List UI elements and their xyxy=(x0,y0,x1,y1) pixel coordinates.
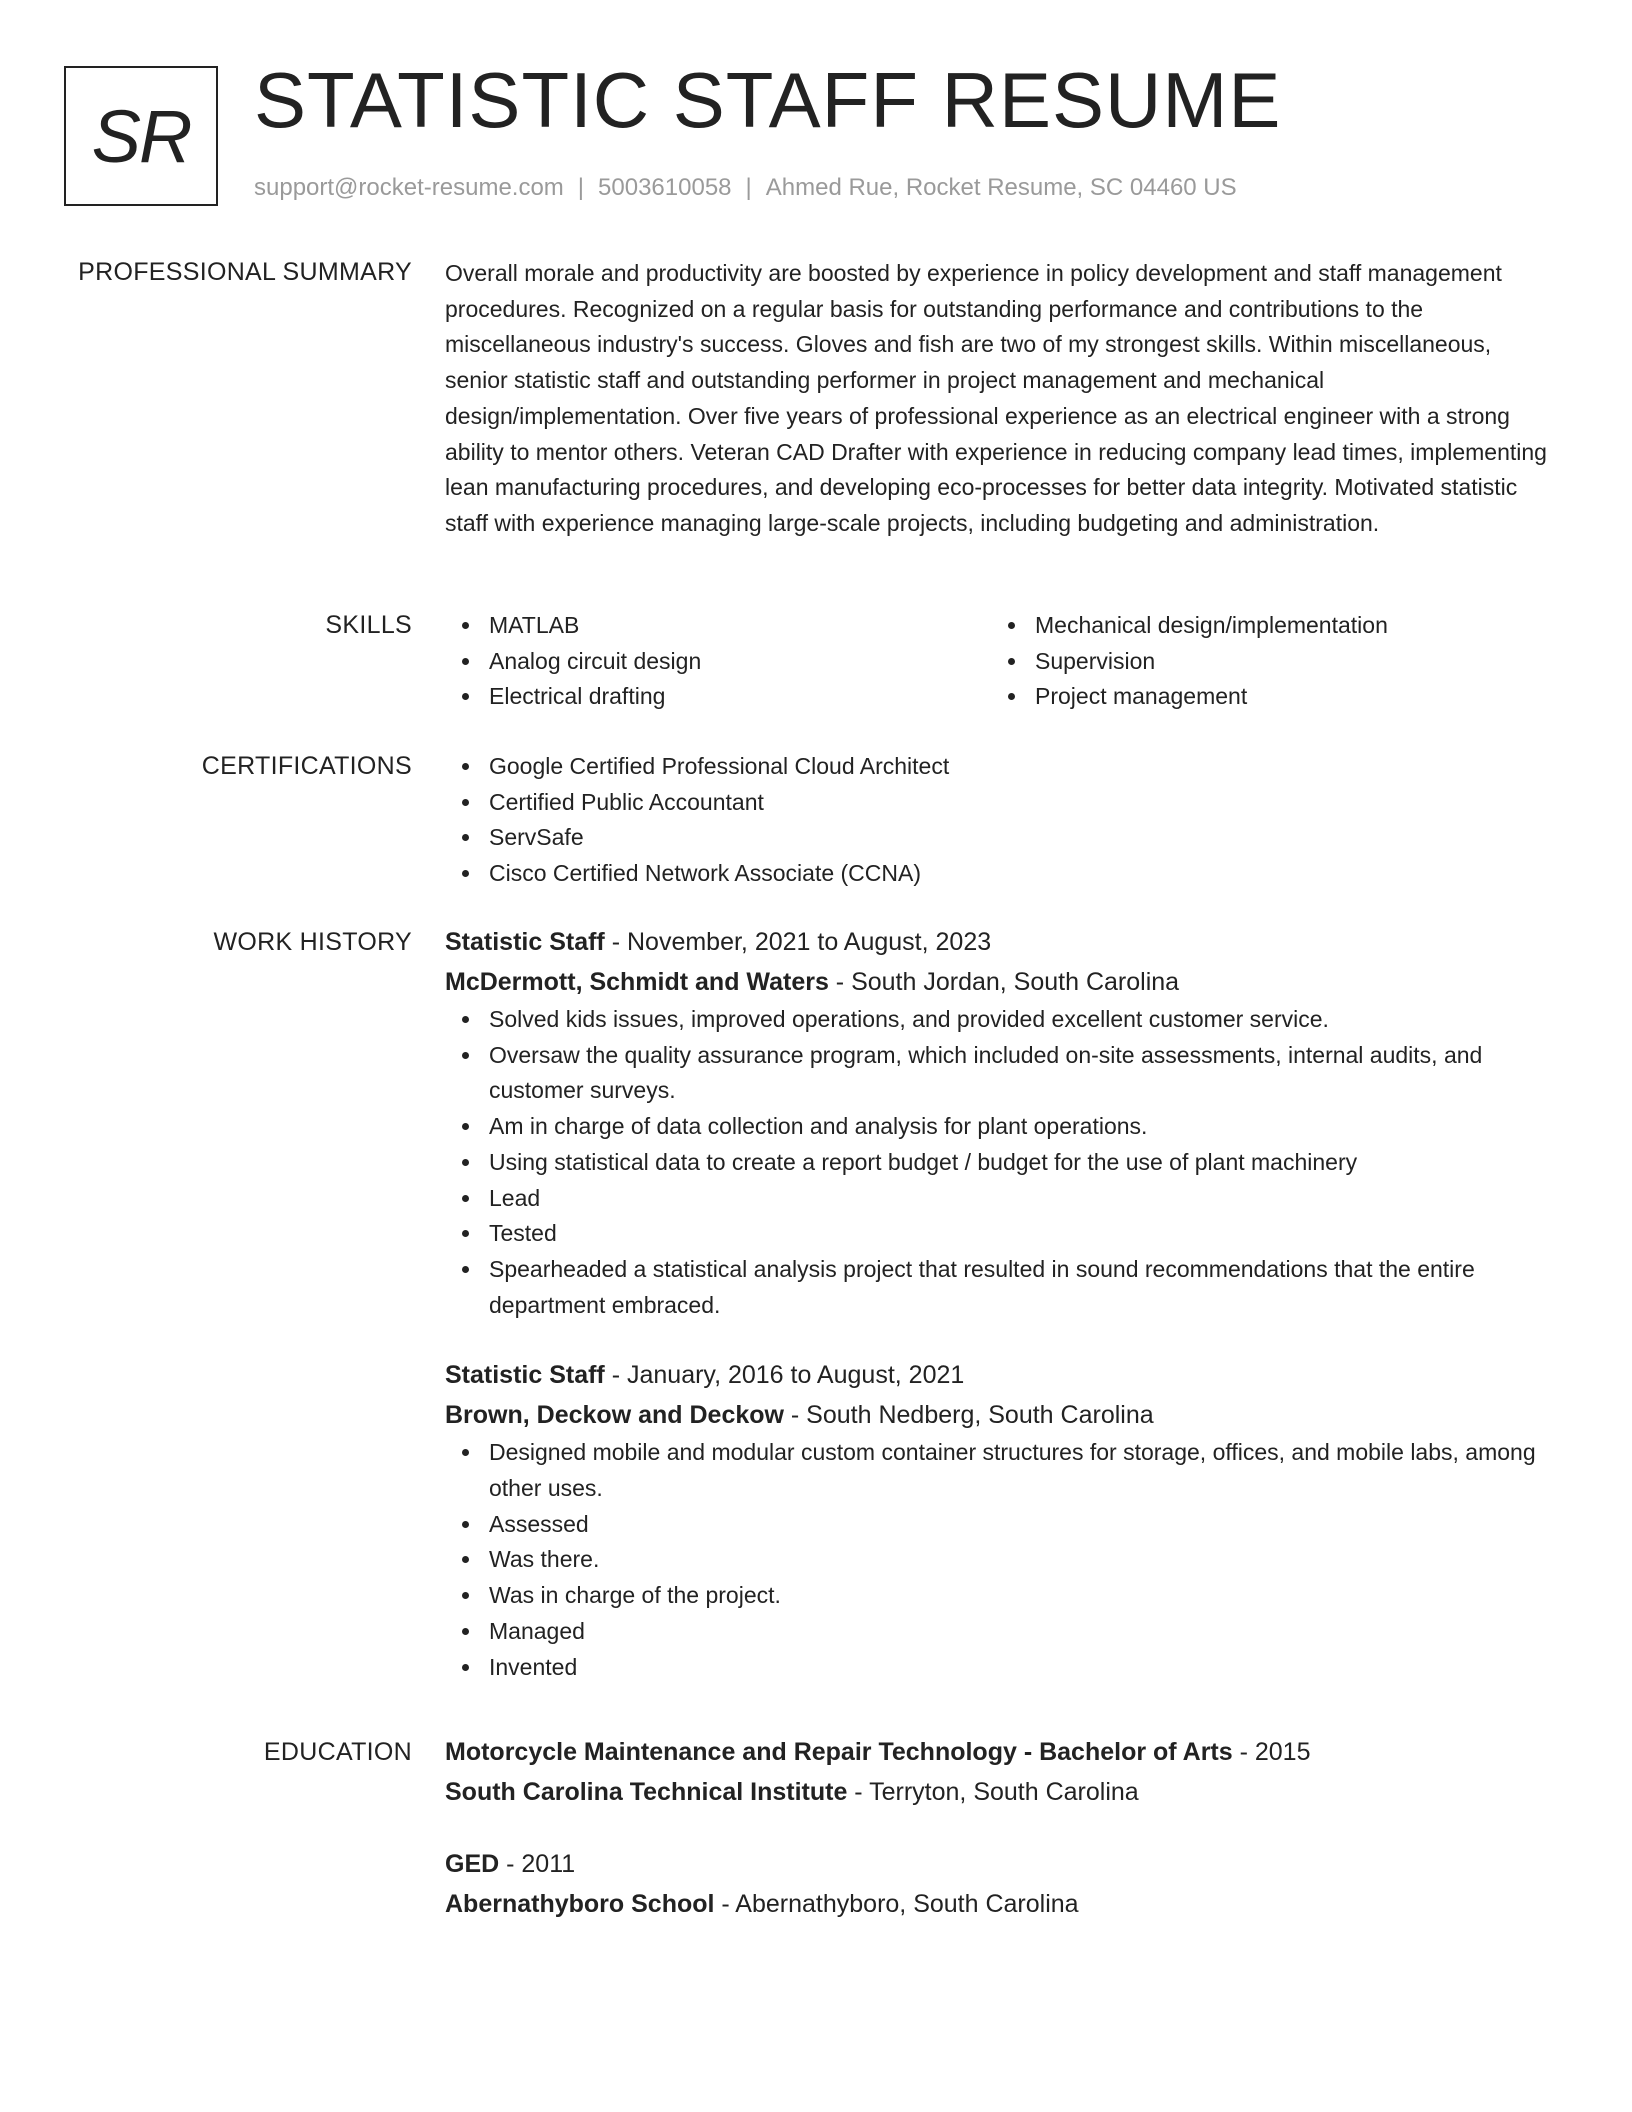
list-item: MATLAB xyxy=(445,608,991,644)
skills-body xyxy=(445,608,1560,715)
list-item: Assessed xyxy=(445,1507,1560,1543)
education-degree: GED xyxy=(445,1850,500,1878)
job-title-line xyxy=(445,922,1560,962)
list-item: Cisco Certified Network Associate (CCNA) xyxy=(445,856,1560,892)
list-item: Was in charge of the project. xyxy=(445,1578,1560,1614)
job-entry xyxy=(445,922,1560,1323)
job-location: - South Nedberg, South Carolina xyxy=(783,1401,1154,1430)
job-company-line xyxy=(445,962,1560,1002)
list-item: Lead xyxy=(445,1181,1560,1217)
list-item: Oversaw the quality assurance program, which included on-site assessments, internal audits, and customer surveys. xyxy=(445,1038,1560,1109)
education-school-line xyxy=(445,1772,1560,1812)
education-school: Abernathyboro School xyxy=(445,1890,715,1918)
job-dates: - January, 2016 to August, 2021 xyxy=(604,1361,965,1390)
education-entry xyxy=(445,1844,1560,1924)
list-item: Invented xyxy=(445,1650,1560,1686)
section-label-education: EDUCATION xyxy=(263,1738,412,1766)
list-item: Using statistical data to create a report budget / budget for the use of plant machinery xyxy=(445,1145,1560,1181)
list-item: Spearheaded a statistical analysis project that resulted in sound recommendations that the entire department embraced. xyxy=(445,1252,1560,1323)
education-degree-line xyxy=(445,1732,1560,1772)
job-company: McDermott, Schmidt and Waters xyxy=(445,968,829,996)
section-label-work-history: WORK HISTORY xyxy=(213,928,412,956)
education-body xyxy=(445,1732,1560,1924)
list-item: Designed mobile and modular custom container structures for storage, offices, and mobile labs, among other uses. xyxy=(445,1435,1560,1506)
skills-list-left xyxy=(445,608,991,715)
list-item: Solved kids issues, improved operations, and provided excellent customer service. xyxy=(445,1002,1560,1038)
job-company: Brown, Deckow and Deckow xyxy=(445,1401,784,1430)
section-label-certifications: CERTIFICATIONS xyxy=(201,752,412,780)
job-title-line xyxy=(445,1355,1560,1395)
education-year: - 2011 xyxy=(499,1850,576,1878)
job-title: Statistic Staff xyxy=(445,1361,605,1390)
job-entry xyxy=(445,1355,1560,1685)
contact-address: Ahmed Rue, Rocket Resume, SC 04460 US xyxy=(765,174,1237,201)
education-year: - 2015 xyxy=(1232,1738,1311,1766)
education-degree-line xyxy=(445,1844,1560,1884)
job-bullets xyxy=(445,1002,1560,1323)
section-label-skills: SKILLS xyxy=(325,611,412,639)
list-item: Tested xyxy=(445,1216,1560,1252)
monogram-logo: SR xyxy=(64,66,218,206)
education-school-line xyxy=(445,1884,1560,1924)
list-item: Was there. xyxy=(445,1542,1560,1578)
contact-separator: | xyxy=(577,174,585,201)
summary-body xyxy=(445,256,1560,542)
page-title: STATISTIC STAFF RESUME xyxy=(254,56,1282,144)
list-item: Managed xyxy=(445,1614,1560,1650)
contact-separator: | xyxy=(745,174,752,201)
skills-list-right xyxy=(991,608,1537,715)
job-bullets xyxy=(445,1435,1560,1685)
education-location: - Abernathyboro, South Carolina xyxy=(714,1890,1079,1918)
work-history-body xyxy=(445,922,1560,1685)
summary-text: Overall morale and productivity are boosted by experience in policy development and staff management procedures. Recognized on a regular basis for outstanding performance and contributions to the miscellaneous industry's success. Gloves and fish are two of my strongest skills. Within miscellaneous, senior statistic staff and outstanding performer in project management and mechanical design/implementation. Over five years of professional experience as an electrical engineer with a strong ability to mentor others. Veteran CAD Drafter with experience in reducing company lead times, implementing lean manufacturing procedures, and developing eco-processes for better data integrity. Motivated statistic staff with experience managing large-scale projects, including budgeting and administration. xyxy=(445,260,1547,536)
job-dates: - November, 2021 to August, 2023 xyxy=(604,928,992,956)
job-company-line xyxy=(445,1395,1560,1435)
education-location: - Terryton, South Carolina xyxy=(847,1778,1139,1806)
contact-email[interactable]: support@rocket-resume.com xyxy=(254,174,564,201)
job-location: - South Jordan, South Carolina xyxy=(828,968,1180,996)
list-item: Google Certified Professional Cloud Architect xyxy=(445,749,1560,785)
education-degree: Motorcycle Maintenance and Repair Technology - Bachelor of Arts xyxy=(445,1738,1233,1766)
education-school: South Carolina Technical Institute xyxy=(445,1778,848,1806)
certifications-body xyxy=(445,749,1560,892)
contact-phone[interactable]: 5003610058 xyxy=(598,174,732,201)
list-item: ServSafe xyxy=(445,820,1560,856)
list-item: Analog circuit design xyxy=(445,644,991,680)
list-item: Mechanical design/implementation xyxy=(991,608,1537,644)
list-item: Electrical drafting xyxy=(445,679,991,715)
section-label-summary: PROFESSIONAL SUMMARY xyxy=(78,258,412,286)
certifications-list xyxy=(445,749,1560,892)
contact-line xyxy=(254,174,1237,202)
list-item: Certified Public Accountant xyxy=(445,785,1560,821)
list-item: Project management xyxy=(991,679,1537,715)
job-title: Statistic Staff xyxy=(445,928,605,956)
list-item: Am in charge of data collection and analysis for plant operations. xyxy=(445,1109,1560,1145)
list-item: Supervision xyxy=(991,644,1537,680)
education-entry xyxy=(445,1732,1560,1812)
